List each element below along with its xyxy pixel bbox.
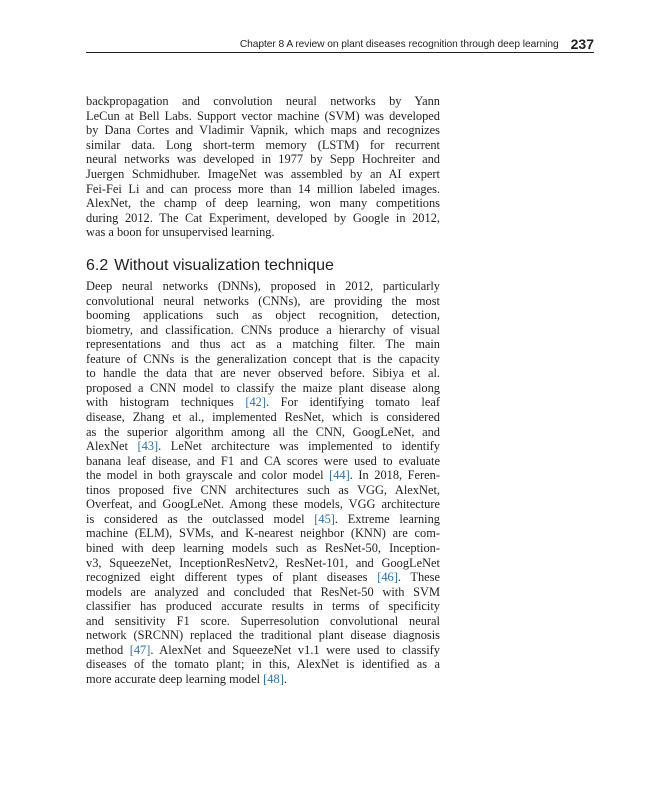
text-line [86,599,440,614]
line-text: proposed a CNN model to classify the maize plant disease along [86,380,440,395]
line-text: machine (ELM), SVMs, and K-nearest neighbor (KNN) are com- [86,526,440,541]
line-text: method [86,642,130,657]
line-text: . For identifying tomato leaf [265,395,440,410]
page-number: 237 [570,36,594,52]
text-line [86,439,440,454]
citation-link[interactable]: [48] [263,671,284,686]
line-text: is considered as the outclassed model [86,511,315,526]
line-text: tinos proposed five CNN architectures such as VGG, AlexNet, [86,482,440,497]
text-line: neural networks was developed in 1977 by Sepp Hochreiter and [86,152,440,167]
text-line [86,366,440,381]
text-line [86,410,440,425]
text-line [86,541,440,556]
line-text: with histogram techniques [86,395,246,410]
chapter-title: Chapter 8 A review on plant diseases recognition through deep learning [239,39,559,50]
text-line [86,279,440,294]
line-text: Deep neural networks (DNNs), proposed in 2012, particularly [86,279,440,293]
text-line [86,585,440,600]
text-line [86,323,440,338]
text-line: backpropagation and convolution neural networks by Yann [86,94,440,108]
line-text: disease, Zhang et al., implemented ResNet, which is considered [86,410,440,424]
text-line [86,468,440,483]
section-heading [86,256,446,276]
text-line [86,657,440,672]
section-number: 6.2 [86,257,109,274]
running-head [86,30,594,52]
text-line [86,628,440,643]
line-text: Overfeat, and GoogLeNet. Among these models, VGG architecture [86,497,440,512]
text-line [86,643,440,658]
line-text: AlexNet [86,439,138,454]
text-line: during 2012. The Cat Experiment, developed by Google in 2012, [86,210,440,225]
line-text: more accurate deep learning model [86,671,264,686]
text-line [86,425,440,440]
line-text: . AlexNet and SqueezeNet v1.1 were used to classify [150,642,441,657]
text-line: similar data. Long short-term memory (LSTM) for recurrent [86,137,440,152]
line-text: network (SRCNN) replaced the traditional plant disease diagnosis [86,628,440,643]
text-line [86,526,440,541]
text-line [86,570,440,585]
text-line: was a boon for unsupervised learning. [86,225,275,240]
text-line [86,352,440,367]
text-line: by Dana Cortes and Vladimir Vapnik, which maps and recognizes [86,123,440,138]
text-line: LeCun at Bell Labs. Support vector machine (SVM) was developed [86,108,440,123]
line-text: the model in both grayscale and color model [86,468,330,483]
text-line [86,308,440,323]
header-rule [86,52,594,53]
line-text: models are analyzed and concluded that ResNet-50 with SVM [86,584,440,599]
line-text: as the superior algorithm among all the CNN, GoogLeNet, and [86,424,440,439]
line-text: to handle the data that are never observed before. Sibiya et al. [86,366,440,381]
text-line [86,672,440,687]
text-line [86,454,440,469]
text-line: Juergen Schmidhuber. ImageNet was assembled by an AI expert [86,167,440,181]
line-text: convolutional neural networks (CNNs), are providing the most [86,293,440,308]
text-line [86,483,440,498]
citation-link[interactable]: [47] [129,642,151,657]
line-text: . LeNet architecture was implemented to identify [158,439,441,454]
line-text: diseases of the tomato plant; in this, AlexNet is identified as a [86,657,440,672]
line-text: booming applications such as object recognition, detection, [86,308,440,323]
line-text: v3, SqueezeNet, InceptionResNetv2, ResNet-101, and GoogLeNet [86,555,440,570]
line-text: banana leaf disease, and F1 and CA scores were used to evaluate [86,453,440,468]
line-text: . These [397,570,441,584]
line-text: recognized eight different types of plant diseases [86,570,378,584]
line-text: feature of CNNs is the generalization concept that is the capacity [86,351,440,366]
text-line [86,614,440,629]
line-text: biometry, and classification. CNNs produce a hierarchy of visual [86,322,440,337]
line-text: representations and thus act as a matching filter. The main [86,337,440,352]
text-line [86,381,440,396]
line-text: and sensitivity F1 score. Superresolution convolutional neural [86,613,440,628]
section-title: Without visualization technique [114,257,334,274]
text-line: AlexNet, the champ of deep learning, won many competitions [86,196,440,211]
citation-link[interactable]: [43] [137,439,159,454]
citation-link[interactable]: [46] [377,570,398,584]
line-text: classifier has produced accurate results in terms of specificity [86,599,440,614]
text-line [86,337,440,352]
text-line [86,294,440,309]
text-line [86,556,440,571]
text-line: Fei-Fei Li and can process more than 14 million labeled images. [86,181,440,196]
citation-link[interactable]: [42] [245,395,266,410]
citation-link[interactable]: [45] [314,511,335,526]
text-line [86,512,440,527]
line-text: . [283,671,287,686]
line-text: . In 2018, Feren- [349,468,440,483]
text-line [86,395,440,410]
line-text: . Extreme learning [334,511,440,526]
citation-link[interactable]: [44] [329,468,350,483]
line-text: bined with deep learning models such as ResNet-50, Inception- [86,540,440,555]
text-line [86,497,440,512]
